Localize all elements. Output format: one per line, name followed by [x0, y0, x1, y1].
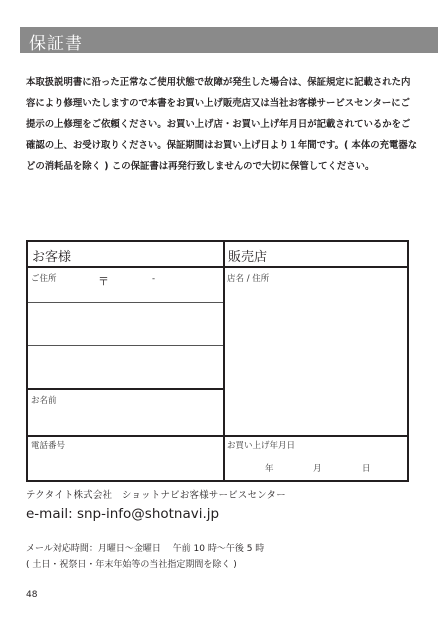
intro-paragraph: 本取扱説明書に沿った正常なご使用状態で故障が発生した場合は、保証規定に記載された内容により修理いたしますので本書をお買い上げ販売店又は当社お客様サービスセンターにご提示の上修理をご依頼ください。お買い上げ店・お買い上げ年月日が記載されているかをご確認の上、お受け取りください。保証期間はお買い上げ日より１年間です。( 本体の充電器などの消耗品を除く ) この保証書は再発行致しませんので大切に保管してください。: [26, 77, 418, 172]
name-label: お名前: [31, 396, 57, 406]
support-email: e-mail: snp-info@shotnavi.jp: [26, 506, 220, 522]
phone-field[interactable]: [28, 437, 223, 480]
purchase-date-label: お買い上げ年月日: [227, 441, 296, 451]
date-day-label: 日: [362, 464, 371, 474]
address-line-2: [28, 345, 223, 346]
title-bar: [20, 27, 438, 53]
support-hours-line-1: メール対応時間：月曜日～金曜日 午前 10 時～午後 5 時: [26, 544, 265, 554]
postal-mark: 〒: [98, 275, 109, 288]
store-address-label: 店名 / 住所: [227, 274, 270, 284]
date-month-label: 月: [313, 464, 322, 474]
support-hours: [26, 541, 264, 573]
postal-dash: -: [152, 274, 156, 284]
name-field[interactable]: [28, 390, 223, 436]
address-label: ご住所: [31, 274, 57, 284]
purchase-date-field[interactable]: [225, 437, 407, 480]
customer-heading: お客様: [32, 250, 72, 265]
store-heading: 販売店: [228, 250, 268, 265]
page-number: 48: [26, 590, 38, 600]
address-line-1: [28, 302, 223, 303]
store-address-field[interactable]: [225, 268, 407, 435]
support-hours-line-2: ( 土日・祝祭日・年末年始等の当社指定期間を除く ): [26, 560, 237, 570]
date-year-label: 年: [265, 464, 274, 474]
page-title: 保証書: [29, 34, 83, 54]
address-field[interactable]: [28, 268, 223, 390]
company-name: テクタイト株式会社 ショットナビお客様サービスセンター: [26, 490, 286, 501]
phone-label: 電話番号: [31, 441, 66, 451]
warranty-form: [26, 240, 409, 482]
